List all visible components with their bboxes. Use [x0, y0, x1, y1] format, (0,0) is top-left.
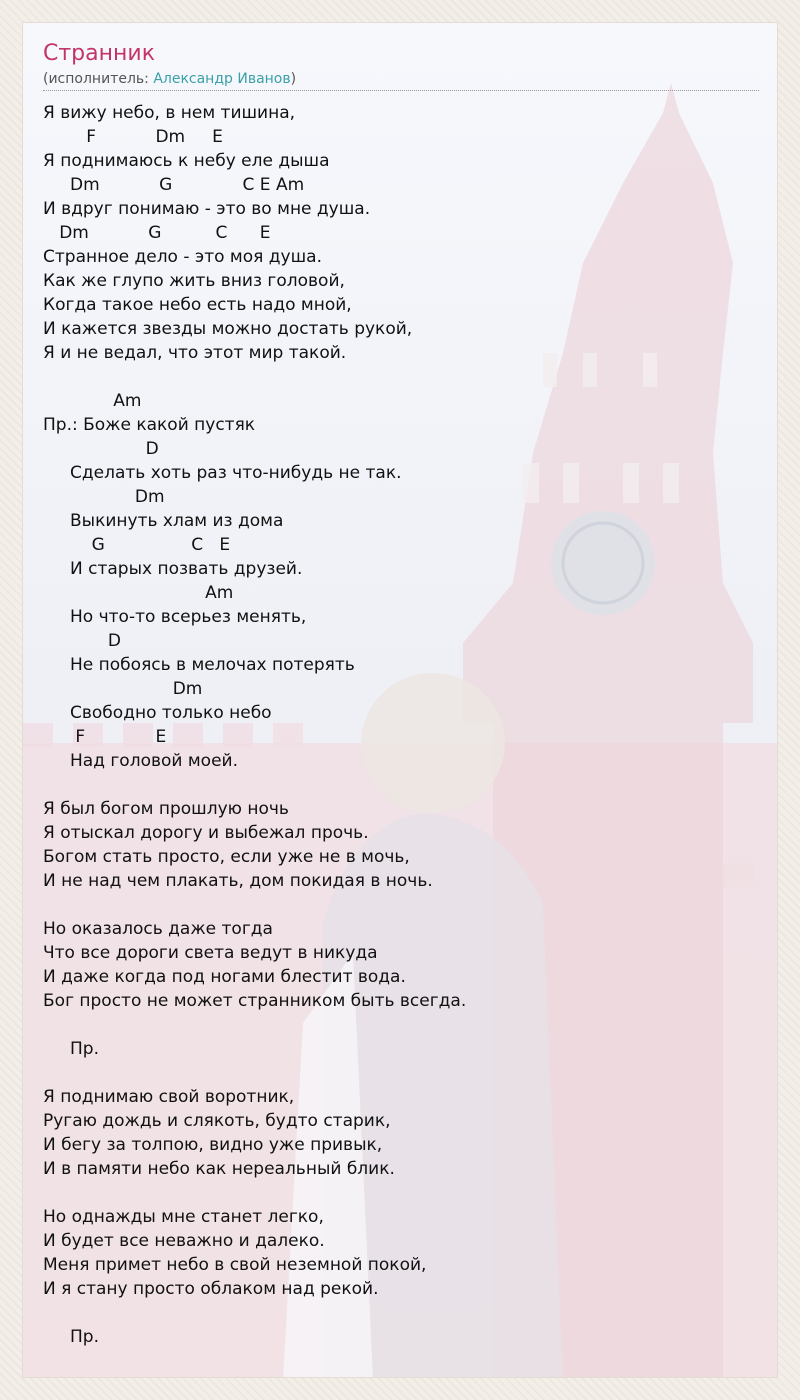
song-card [22, 22, 778, 1378]
performer-suffix: ) [290, 71, 297, 87]
artist-link[interactable]: Александр Иванов [153, 71, 291, 87]
song-title: Странник [43, 41, 155, 66]
song-lyrics-with-chords: Я вижу небо, в нем тишина, F Dm E Я поднимаюсь к небу еле дыша Dm G C E Am И вдруг понимаю - это во мне душа. Dm G C E Странное дело - это моя душа. Как же глупо жить вниз головой, Когда такое небо есть надо мной, И кажется звезды можно достать рукой, Я и не ведал, что этот мир такой. Am Пр.: Боже какой пустяк D Сделать хоть раз что-нибудь не так. Dm Выкинуть хлам из дома G C E И старых позвать друзей. Am Но что-то всерьез менять, D Не побоясь в мелочах потерять Dm Свободно только небо F E Над головой моей. Я был богом прошлую ночь Я отыскал дорогу и выбежал прочь. Богом стать просто, если уже не в мочь, И не над чем плакать, дом покидая в ночь. Но оказалось даже тогда Что все дороги света ведут в никуда И даже когда под ногами блестит вода. Бог просто не может странником быть всегда. Пр. Я поднимаю свой воротник, Ругаю дождь и слякоть, будто старик, И бегу за толпою, видно уже привык, И в памяти небо как нереальный блик. Но однажды мне станет легко, И будет все неважно и далеко. Меня примет небо в свой неземной покой, И я стану просто облаком над рекой. Пр. [43, 103, 467, 1347]
performer-prefix: (исполнитель: [43, 71, 154, 87]
title-divider [43, 90, 759, 91]
song-performer-line [43, 71, 296, 87]
